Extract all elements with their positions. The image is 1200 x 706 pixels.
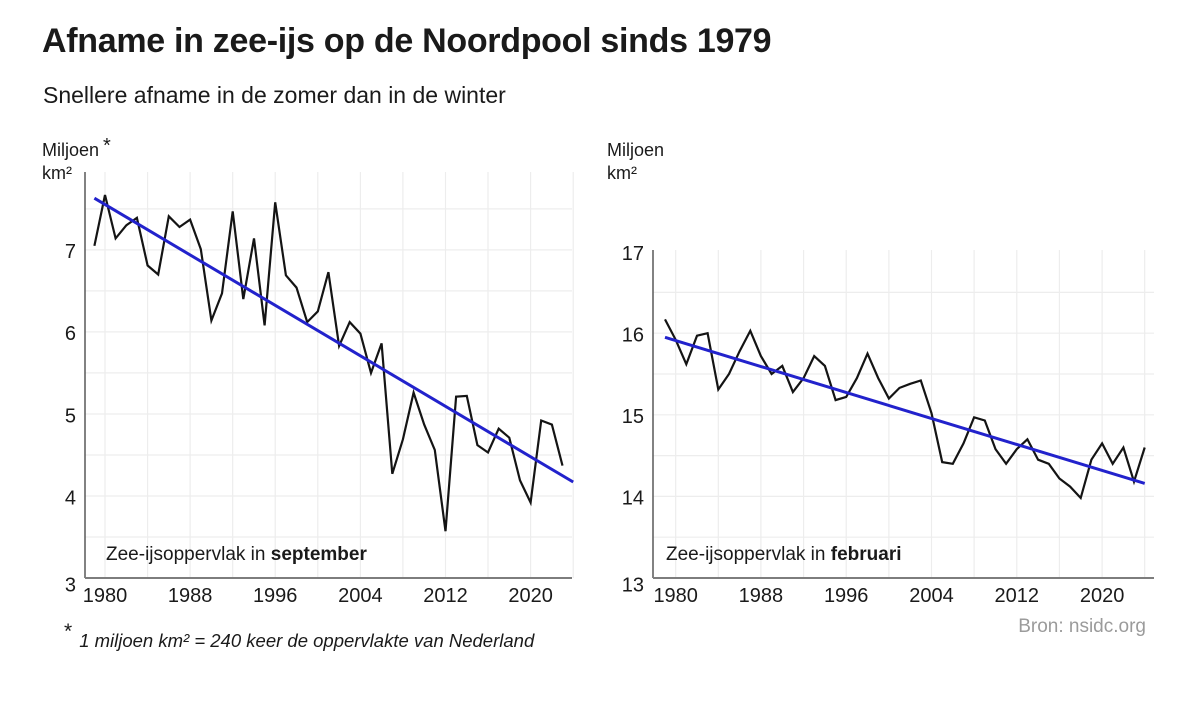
- y-tick-label: 14: [621, 487, 644, 510]
- trend-line: [94, 198, 573, 482]
- page-title: Afname in zee-ijs op de Noordpool sinds 1979: [42, 22, 772, 60]
- x-tick-label: 2012: [994, 585, 1040, 607]
- footnote-asterisk-marker: *: [64, 620, 73, 643]
- x-tick-label: 2004: [338, 585, 383, 607]
- x-tick-label: 1988: [167, 585, 213, 607]
- series-label-month: februari: [830, 544, 902, 565]
- y-tick-label: 5: [64, 405, 76, 428]
- y-tick-label: 15: [621, 406, 644, 429]
- footnote-asterisk: *: [103, 135, 111, 157]
- y-tick-label: 6: [64, 323, 76, 346]
- x-tick-label: 1996: [252, 585, 298, 607]
- series-label-month: september: [270, 544, 367, 565]
- footnote-text: 1 miljoen km² = 240 keer de oppervlakte van Nederland: [79, 630, 535, 651]
- februari-series-label: [666, 544, 902, 566]
- page-subtitle: Snellere afname in de zomer dan in de winter: [43, 82, 506, 108]
- y-tick-label: 4: [64, 487, 76, 510]
- x-tick-label: 1996: [823, 585, 869, 607]
- x-tick-label: 2004: [909, 585, 954, 607]
- september-series-label: [106, 544, 367, 566]
- x-tick-label: 1988: [738, 585, 784, 607]
- observed-extent-line: [665, 319, 1145, 498]
- x-tick-label: 2020: [508, 585, 553, 607]
- x-tick-label: 2020: [1079, 585, 1125, 607]
- series-label-text: Zee-ijsoppervlak in: [106, 544, 271, 565]
- observed-extent-line: [94, 195, 562, 531]
- unit-text: Miljoen: [607, 140, 665, 160]
- chart-september: [65, 172, 573, 607]
- x-tick-label: 1980: [82, 585, 128, 607]
- y-tick-label: 7: [64, 241, 76, 264]
- unit-text: km²: [42, 163, 72, 183]
- footnote: [64, 620, 534, 652]
- source-credit: Bron: nsidc.org: [1018, 616, 1146, 637]
- y-tick-label: 17: [621, 242, 644, 265]
- unit-text: km²: [607, 163, 637, 183]
- trend-line: [665, 337, 1145, 483]
- y-tick-label: 16: [621, 324, 644, 347]
- y-tick-label: 13: [621, 574, 644, 597]
- x-tick-label: 2012: [423, 585, 468, 607]
- series-label-text: Zee-ijsoppervlak in: [666, 544, 831, 565]
- y-tick-label: 3: [64, 574, 76, 597]
- unit-text: Miljoen: [42, 140, 100, 160]
- x-tick-label: 1980: [653, 585, 698, 607]
